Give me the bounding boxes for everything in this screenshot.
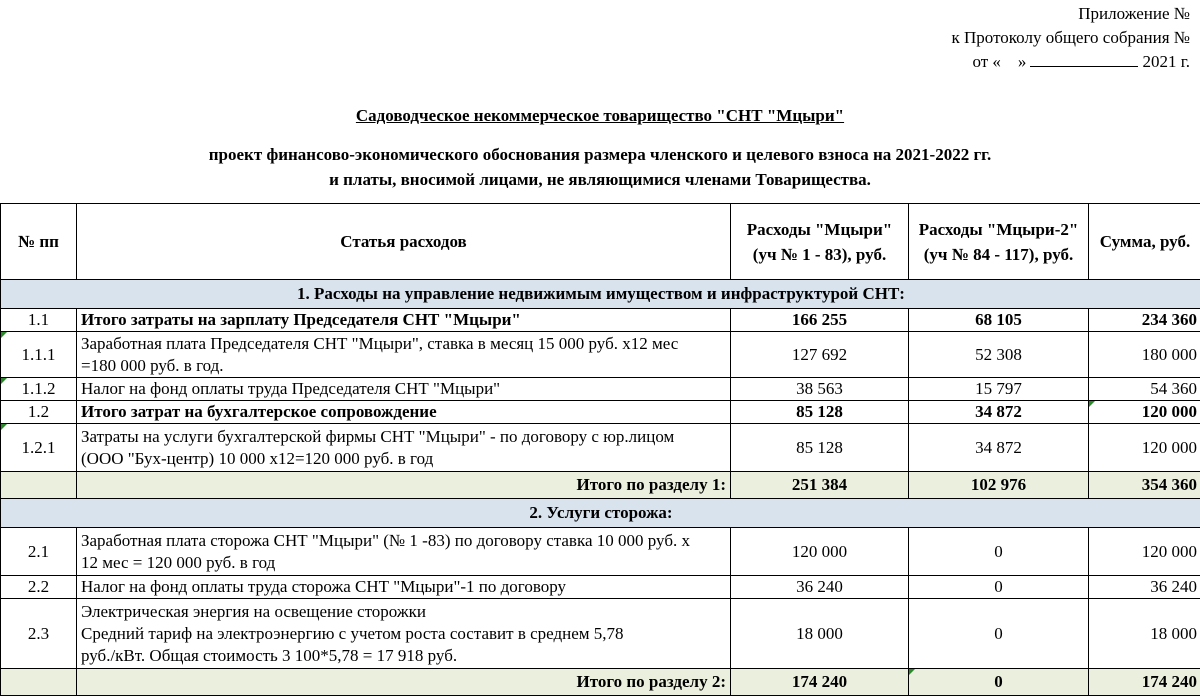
appendix-label: Приложение № (1078, 4, 1190, 23)
date-line (972, 52, 1190, 72)
row-sum: 234 360 (1089, 309, 1200, 332)
row-num: 1.1.2 (1, 378, 77, 401)
header-col1-line1: Расходы "Мцыри" (746, 219, 893, 239)
row-item: Итого затрат на бухгалтерское сопровождение (77, 401, 731, 424)
row-num: 1.2.1 (1, 424, 77, 472)
total-col2: 102 976 (909, 472, 1089, 499)
row-item-line2: (ООО "Бух-центр) 10 000 х12=120 000 руб. в год (81, 448, 434, 468)
row-col1: 166 255 (731, 309, 909, 332)
header-col2-line2: (уч № 84 - 117), руб. (923, 244, 1074, 264)
row-num: 1.1 (1, 309, 77, 332)
row-item: Налог на фонд оплаты труда сторожа СНТ "Мцыри"-1 по договору (77, 576, 731, 599)
table-row (1, 576, 1200, 599)
row-item-line2: =180 000 руб. в год. (81, 355, 224, 375)
total-col2: 0 (909, 669, 1089, 696)
header-num: № пп (1, 204, 77, 280)
row-num: 2.2 (1, 576, 77, 599)
row-sum: 120 000 (1089, 401, 1200, 424)
row-num: 2.3 (1, 599, 77, 669)
row-sum: 180 000 (1089, 332, 1200, 378)
row-sum: 36 240 (1089, 576, 1200, 599)
document-subtitle-2: и платы, вносимой лицами, не являющимися членами Товарищества. (329, 170, 871, 189)
total-empty-cell (1, 669, 77, 696)
date-year: 2021 г. (1142, 52, 1190, 71)
row-item-line1: Электрическая энергия на освещение сторожки (81, 601, 426, 621)
row-sum: 120 000 (1089, 424, 1200, 472)
row-item (77, 599, 731, 669)
date-blank-underline (1030, 52, 1138, 67)
row-item: Итого затраты на зарплату Председателя СНТ "Мцыри" (77, 309, 731, 332)
header-col2-line1: Расходы "Мцыри-2" (918, 219, 1079, 239)
total-empty-cell (1, 472, 77, 499)
row-col1: 85 128 (731, 424, 909, 472)
row-col2: 34 872 (909, 424, 1089, 472)
total-sum: 174 240 (1089, 669, 1200, 696)
date-prefix: от « » (972, 52, 1027, 71)
total-label: Итого по разделу 1: (77, 472, 731, 499)
row-item (77, 424, 731, 472)
row-col1: 85 128 (731, 401, 909, 424)
row-sum: 120 000 (1089, 528, 1200, 576)
table-row (1, 401, 1200, 424)
row-col1: 36 240 (731, 576, 909, 599)
row-col2: 0 (909, 528, 1089, 576)
organization-title: Садоводческое некоммерческое товарищество "СНТ "Мцыри" (355, 106, 845, 125)
section-2-total-row (1, 669, 1200, 696)
row-col1: 120 000 (731, 528, 909, 576)
table-row (1, 599, 1200, 669)
row-col2: 68 105 (909, 309, 1089, 332)
row-item-line2: 12 мес = 120 000 руб. в год (81, 552, 276, 572)
row-col1: 127 692 (731, 332, 909, 378)
total-col1: 251 384 (731, 472, 909, 499)
section-2-title: 2. Услуги сторожа: (1, 499, 1200, 528)
total-col1: 174 240 (731, 669, 909, 696)
row-item-line2: Средний тариф на электроэнергию с учетом роста составит в среднем 5,78 (81, 623, 624, 643)
row-col1: 38 563 (731, 378, 909, 401)
table-row (1, 309, 1200, 332)
row-item (77, 528, 731, 576)
row-item-line1: Заработная плата Председателя СНТ "Мцыри", ставка в месяц 15 000 руб. х12 мес (81, 333, 679, 353)
row-sum: 18 000 (1089, 599, 1200, 669)
section-1-title: 1. Расходы на управление недвижимым имуществом и инфраструктурой СНТ: (1, 280, 1200, 309)
header-sum: Сумма, руб. (1089, 204, 1200, 280)
section-2-heading-row (1, 499, 1200, 528)
table-row (1, 528, 1200, 576)
table-row (1, 424, 1200, 472)
header-col2 (909, 204, 1089, 280)
header-col1 (731, 204, 909, 280)
row-col2: 0 (909, 576, 1089, 599)
total-label: Итого по разделу 2: (77, 669, 731, 696)
row-sum: 54 360 (1089, 378, 1200, 401)
table-row (1, 378, 1200, 401)
row-col2: 52 308 (909, 332, 1089, 378)
row-col1: 18 000 (731, 599, 909, 669)
row-col2: 34 872 (909, 401, 1089, 424)
row-num: 1.2 (1, 401, 77, 424)
header-col1-line2: (уч № 1 - 83), руб. (752, 244, 887, 264)
header-item: Статья расходов (77, 204, 731, 280)
table-row (1, 332, 1200, 378)
row-item (77, 332, 731, 378)
table-header-row (1, 204, 1200, 280)
protocol-label: к Протоколу общего собрания № (951, 28, 1190, 47)
row-item-line3: руб./кВт. Общая стоимость 3 100*5,78 = 17 918 руб. (81, 645, 458, 665)
row-item: Налог на фонд оплаты труда Председателя СНТ "Мцыри" (77, 378, 731, 401)
row-num: 2.1 (1, 528, 77, 576)
total-sum: 354 360 (1089, 472, 1200, 499)
row-col2: 15 797 (909, 378, 1089, 401)
row-col2: 0 (909, 599, 1089, 669)
document-subtitle-1: проект финансово-экономического обоснования размера членского и целевого взноса на 2021-2022 гг. (208, 145, 992, 164)
section-1-heading-row (1, 280, 1200, 309)
row-item-line1: Затраты на услуги бухгалтерской фирмы СНТ "Мцыри" - по договору с юр.лицом (81, 426, 675, 446)
expense-table (0, 203, 1200, 696)
section-1-total-row (1, 472, 1200, 499)
row-num: 1.1.1 (1, 332, 77, 378)
row-item-line1: Заработная плата сторожа СНТ "Мцыри" (№ 1 -83) по договору ставка 10 000 руб. х (81, 530, 690, 550)
